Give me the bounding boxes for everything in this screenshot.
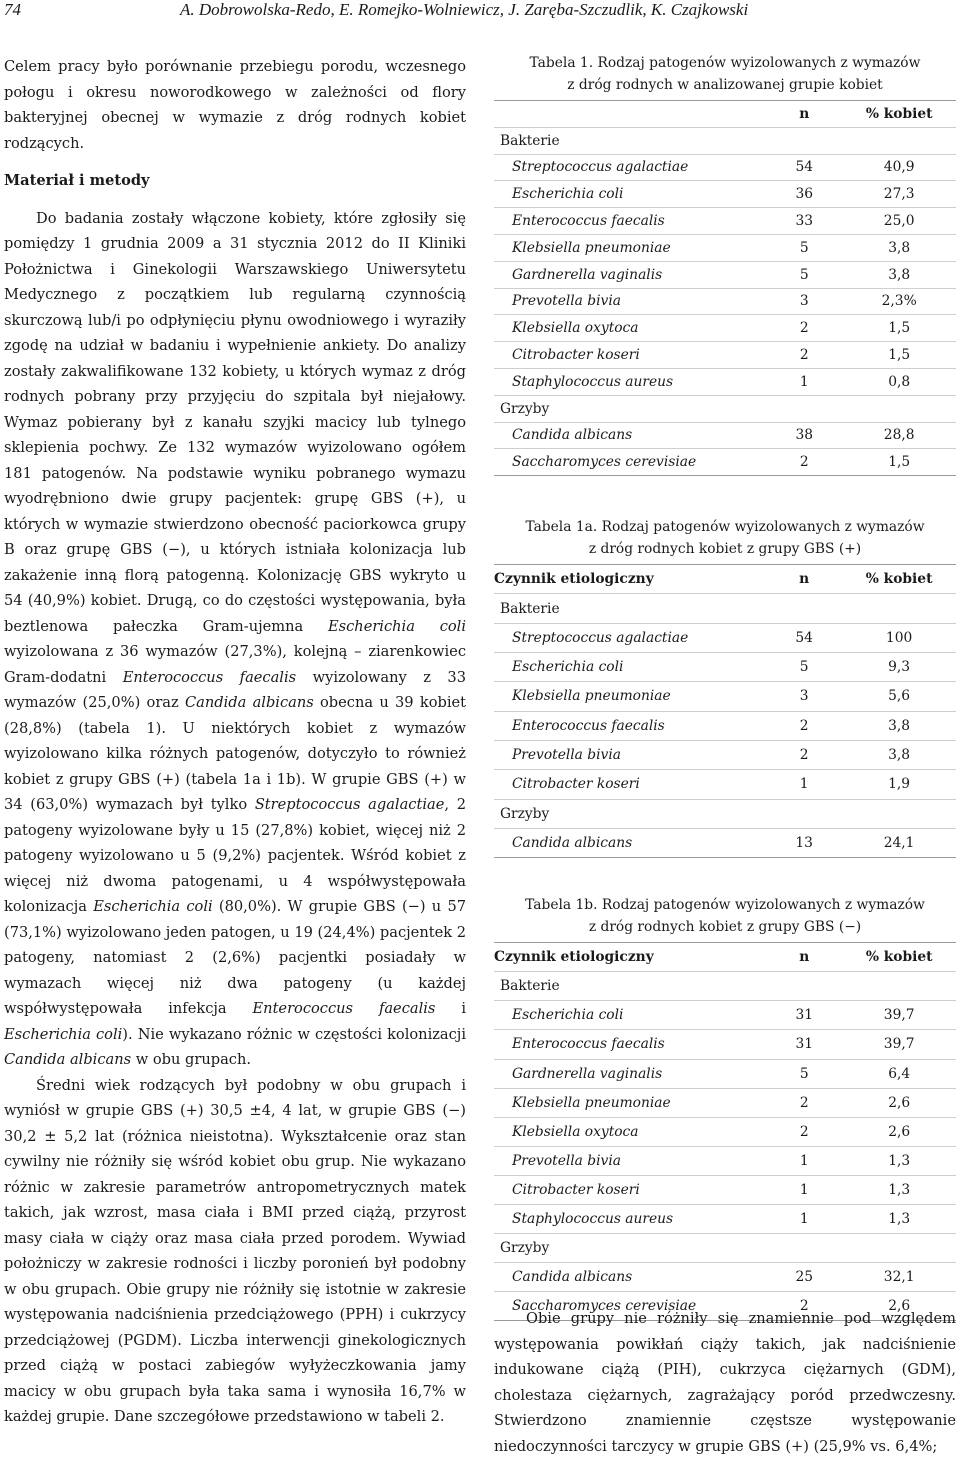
species-name: Enterococcus faecalis [122,668,297,686]
cell-percent: 39,7 [842,1030,956,1059]
table-row [494,1204,956,1233]
table-group-row [494,127,956,154]
cell-species: Klebsiella oxytoca [494,315,766,342]
header-n: n [766,101,842,128]
cell-species: Streptococcus agalactiae [494,154,766,181]
empty-cell [842,972,956,1001]
cell-percent: 2,6 [842,1088,956,1117]
table-1a-grid [494,564,956,858]
cell-species: Escherichia coli [494,181,766,208]
cell-percent: 1,3 [842,1175,956,1204]
group-label: Grzyby [494,395,766,422]
cell-percent: 0,8 [842,368,956,395]
table-1a [494,516,956,858]
table-row [494,342,956,369]
table-row [494,711,956,740]
header-percent: % kobiet [842,565,956,594]
cell-species: Candida albicans [494,828,766,857]
header-n: n [766,565,842,594]
cell-n: 5 [766,653,842,682]
table-group-row [494,972,956,1001]
cell-n: 2 [766,315,842,342]
cell-percent: 100 [842,623,956,652]
cell-percent: 24,1 [842,828,956,857]
cell-percent: 3,8 [842,711,956,740]
cell-species: Streptococcus agalactiae [494,623,766,652]
table-row [494,1001,956,1030]
cell-n: 1 [766,1204,842,1233]
cell-percent: 1,3 [842,1146,956,1175]
cell-percent: 3,8 [842,261,956,288]
header-percent: % kobiet [842,101,956,128]
table-1 [494,52,956,476]
header-agent: Czynnik etiologiczny [494,565,766,594]
group-label: Bakterie [494,594,766,623]
cell-percent: 3,8 [842,740,956,769]
table-row [494,1059,956,1088]
table-header-row [494,565,956,594]
species-name: Escherichia coli [4,1025,123,1043]
empty-cell [766,972,842,1001]
empty-cell [842,1234,956,1263]
cell-n: 2 [766,449,842,476]
cell-n: 25 [766,1263,842,1292]
cell-n: 38 [766,422,842,449]
empty-cell [766,395,842,422]
group-label: Grzyby [494,799,766,828]
cell-percent: 1,5 [842,315,956,342]
cell-percent: 5,6 [842,682,956,711]
cell-species: Citrobacter koseri [494,1175,766,1204]
table-row [494,1117,956,1146]
cell-n: 31 [766,1030,842,1059]
empty-cell [766,1234,842,1263]
cell-species: Staphylococcus aureus [494,1204,766,1233]
table-header-row [494,101,956,128]
methods-paragraph-1: Do badania zostały włączone kobiety, które zgłosiły się pomiędzy 1 grudnia 2009 a 31 stycznia 2012 do II Kliniki Położnictwa i Ginekologii Warszawskiego Uniwersytetu Medycznego z początkiem lub regularną czynnością skurczową lub/i po odpłynięciu płynu owodniowego i wyraziły zgodę na udział w badaniu i wypełnienie ankiety. Do analizy zostały zakwalifikowane 132 kobiety, u których wymaz z dróg rodnych pobrany przy przyjęciu do szpitala był niejałowy. Wymaz pobierany był z kanału szyjki macicy lub tylnego sklepienia pochwy. Ze 132 wymazów wyizolowano ogółem 181 patogenów. Na podstawie wyniku pobranego wymazu wyodrębniono dwie grupy pacjentek: grupę GBS (+), u których w wymazie stwierdzono obecność paciorkowca grupy B oraz grupę GBS (−), u których istniała kolonizacja lub zakażenie inną florą patogenną. Kolonizację GBS wykryto u 54 (40,9%) kobiet. Drugą, co do częstości występowania, była beztlenowa pałeczka Gram-ujemna Escherichia coli wyizolowana z 36 wymazów (27,3%), kolejną – ziarenkowiec Gram-dodatni Enterococcus faecalis wyizolowany z 33 wymazów (25,0%) oraz Candida albicans obecna u 39 kobiet (28,8%) (tabela 1). U niektórych kobiet z wymazów wyizolowano kilka różnych patogenów, dotyczyło to również kobiet z grupy GBS (+) (tabela 1a i 1b). W grupie GBS (+) w 34 (63,0%) wymazach był tylko Streptococcus agalactiae, 2 patogeny wyizolowane były u 15 (27,8%) kobiet, więcej niż 2 patogeny wyizolowano u 5 (9,2%) pacjentek. Wśród kobiet z więcej niż dwoma patogenami, u 4 współwystępowała kolonizacja Escherichia coli (80,0%). W grupie GBS (−) u 57 (73,1%) wyizolowano jeden patogen, u 19 (24,4%) pacjentek 2 patogeny, natomiast 2 (2,6%) pacjentki posiadały w wymazach więcej niż dwa patogeny (u każdej współwystępowała infekcja Enterococcus faecalis i Escherichia coli). Nie wykazano różnic w częstości kolonizacji Candida albicans w obu grupach. [4,209,467,1068]
table-row [494,828,956,857]
cell-species: Escherichia coli [494,653,766,682]
species-name: Streptococcus agalactiae [254,796,445,813]
cell-n: 1 [766,368,842,395]
cell-n: 2 [766,1117,842,1146]
species-name: Candida albicans [184,694,314,711]
cell-species: Enterococcus faecalis [494,711,766,740]
cell-species: Prevotella bivia [494,1146,766,1175]
table-row [494,1146,956,1175]
empty-cell [766,799,842,828]
cell-n: 2 [766,711,842,740]
table-group-row [494,799,956,828]
table-row [494,1263,956,1292]
cell-n: 5 [766,1059,842,1088]
running-header [0,0,960,22]
table-row [494,288,956,315]
cell-species: Gardnerella vaginalis [494,261,766,288]
cell-n: 1 [766,1175,842,1204]
cell-species: Klebsiella pneumoniae [494,234,766,261]
cell-n: 5 [766,261,842,288]
table-1a-caption: Tabela 1a. Rodzaj patogenów wyizolowanych z wymazów z dróg rodnych kobiet z grupy GBS (+) [525,519,925,558]
table-header-row [494,943,956,972]
empty-cell [842,395,956,422]
cell-species: Enterococcus faecalis [494,1030,766,1059]
table-row [494,208,956,235]
cell-species: Candida albicans [494,1263,766,1292]
cell-species: Gardnerella vaginalis [494,1059,766,1088]
table-group-row [494,594,956,623]
group-label: Bakterie [494,972,766,1001]
cell-n: 31 [766,1001,842,1030]
table-group-row [494,395,956,422]
table-row [494,770,956,799]
table-row [494,368,956,395]
cell-species: Escherichia coli [494,1001,766,1030]
cell-n: 2 [766,342,842,369]
species-name: Candida albicans [4,1051,132,1068]
section-heading-methods: Materiał i metody [4,172,150,189]
cell-species: Saccharomyces cerevisiae [494,1292,766,1321]
empty-cell [766,594,842,623]
table-row [494,1175,956,1204]
empty-cell [842,799,956,828]
cell-percent: 9,3 [842,653,956,682]
table-1b-caption: Tabela 1b. Rodzaj patogenów wyizolowanych z wymazów z dróg rodnych kobiet z grupy GBS (−) [525,897,925,936]
cell-percent: 39,7 [842,1001,956,1030]
species-name: Enterococcus faecalis [252,1000,436,1017]
cell-n: 1 [766,1146,842,1175]
table-1-caption: Tabela 1. Rodzaj patogenów wyizolowanych z wymazów z dróg rodnych w analizowanej grupie kobiet [529,55,921,93]
cell-n: 3 [766,682,842,711]
cell-percent: 1,9 [842,770,956,799]
empty-cell [842,127,956,154]
cell-n: 54 [766,154,842,181]
cell-n: 5 [766,234,842,261]
cell-percent: 32,1 [842,1263,956,1292]
species-name: Escherichia coli [93,898,213,915]
cell-percent: 1,3 [842,1204,956,1233]
table-row [494,181,956,208]
cell-n: 3 [766,288,842,315]
table-row [494,154,956,181]
cell-percent: 3,8 [842,234,956,261]
table-row [494,1030,956,1059]
cell-species: Klebsiella oxytoca [494,1117,766,1146]
cell-percent: 40,9 [842,154,956,181]
cell-percent: 1,5 [842,449,956,476]
cell-species: Saccharomyces cerevisiae [494,449,766,476]
table-row [494,261,956,288]
header-n: n [766,943,842,972]
table-row [494,449,956,476]
header-agent [494,101,766,128]
table-row [494,1088,956,1117]
cell-percent: 27,3 [842,181,956,208]
table-row [494,653,956,682]
results-paragraph: Obie grupy nie różniły się znamiennie pod względem występowania powikłań ciąży takich, jak nadciśnienie indukowane ciążą (PIH), cukrzyca ciężarnych (GDM), cholestaza ciężarnych, zagrażający poród przedwczesny. Stwierdzono znamiennie częstsze występowanie niedoczynności tarczycy w grupie GBS (+) (25,9% vs. 6,4%; [494,1310,956,1455]
cell-species: Candida albicans [494,422,766,449]
cell-species: Staphylococcus aureus [494,368,766,395]
cell-species: Citrobacter koseri [494,770,766,799]
cell-species: Prevotella bivia [494,740,766,769]
table-row [494,315,956,342]
cell-n: 1 [766,770,842,799]
left-column [4,54,466,1430]
cell-percent: 2,6 [842,1292,956,1321]
header-agent: Czynnik etiologiczny [494,943,766,972]
cell-n: 2 [766,1088,842,1117]
cell-n: 2 [766,1292,842,1321]
cell-n: 54 [766,623,842,652]
cell-percent: 28,8 [842,422,956,449]
cell-percent: 6,4 [842,1059,956,1088]
group-label: Bakterie [494,127,766,154]
cell-n: 13 [766,828,842,857]
header-percent: % kobiet [842,943,956,972]
table-group-row [494,1234,956,1263]
table-1b [494,894,956,1321]
table-row [494,234,956,261]
cell-percent: 2,6 [842,1117,956,1146]
intro-paragraph: Celem pracy było porównanie przebiegu porodu, wczesnego połogu i okresu noworodkowego w zależności od flory bakteryjnej obecnej w wymazie z dróg rodnych kobiet rodzących. [4,58,466,152]
cell-species: Klebsiella pneumoniae [494,1088,766,1117]
table-1b-grid [494,942,956,1321]
empty-cell [766,127,842,154]
empty-cell [842,594,956,623]
table-row [494,682,956,711]
cell-species: Enterococcus faecalis [494,208,766,235]
group-label: Grzyby [494,1234,766,1263]
right-column [494,52,956,1321]
methods-paragraph-2: Średni wiek rodzących był podobny w obu grupach i wyniósł w grupie GBS (+) 30,5 ±4, 4 lat, w grupie GBS (−) 30,2 ± 5,2 lat (różnica nieistotna). Wykształcenie oraz stan cywilny nie różniły się wśród kobiet obu grup. Nie wykazano różnic w zakresie parametrów antropometrycznych matek takich, jak wzrost, masa ciała i BMI przed ciążą, przyrost masy ciała w ciąży oraz masa ciała przed porodem. Wywiad położniczy w zakresie rodności i liczby poronień był podobny w obu grupach. Obie grupy nie różniły się istotnie w zakresie występowania nadciśnienia przedciążowego (PPH) i cukrzycy przedciążowej (PGDM). Liczba interwencji ginekologicznych przed ciążą w postaci zabiegów wyłyżeczkowania jamy macicy w obu grupach była taka sama i wynosiła 16,7% w każdej grupie. Dane szczegółowe przedstawiono w tabeli 2. [4,1076,466,1425]
cell-species: Prevotella bivia [494,288,766,315]
cell-species: Klebsiella pneumoniae [494,682,766,711]
species-name: Escherichia coli [327,617,466,635]
cell-percent: 25,0 [842,208,956,235]
table-row [494,422,956,449]
table-row [494,740,956,769]
page-number: 74 [4,0,21,19]
running-head-authors: A. Dobrowolska-Redo, E. Romejko-Wolniewicz, J. Zaręba-Szczudlik, K. Czajkowski [180,0,749,19]
cell-n: 33 [766,208,842,235]
cell-species: Citrobacter koseri [494,342,766,369]
cell-n: 2 [766,740,842,769]
cell-percent: 2,3% [842,288,956,315]
cell-percent: 1,5 [842,342,956,369]
table-row [494,623,956,652]
table-1-grid [494,100,956,476]
cell-n: 36 [766,181,842,208]
right-column-text [494,1306,956,1459]
